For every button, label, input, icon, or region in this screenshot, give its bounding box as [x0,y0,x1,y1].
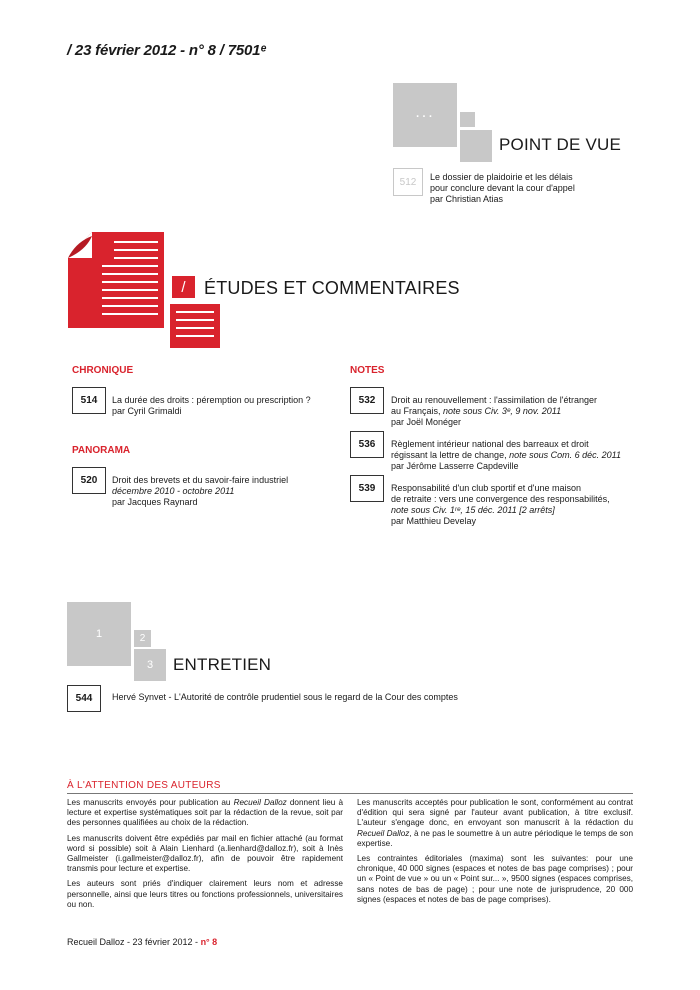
section-title-etudes: ÉTUDES ET COMMENTAIRES [204,278,460,298]
issue-line: / 23 février 2012 - n° 8 / 7501ᵉ [67,42,267,59]
article-author: par Cyril Grimaldi [112,406,182,416]
paragraph: Les contraintes éditoriales (maxima) sont les suivantes: pour une chronique, 40 000 signes (espaces et notes de bas page comprises) ; pour un « Point de vue » ou un « Point sur... », 9500 signes (espaces comprises, sans notes de bas de page) ; pour une note de jurisprudence, 20 000 signes (espaces et notes de bas de page comprises). [357,854,633,904]
article-title-line: Règlement intérieur national des barreaux et droit [391,439,589,449]
article-entry[interactable]: Hervé Synvet - L'Autorité de contrôle prudentiel sous le regard de la Cour des comptes [112,692,458,702]
article-author: par Jacques Raynard [112,497,198,507]
page-number-box[interactable]: 532 [350,387,384,414]
authors-notice-left-column [67,798,343,915]
article-author: par Christian Atias [430,194,504,204]
authors-notice-heading: À L'ATTENTION DES AUTEURS [67,780,221,791]
paragraph-text: donnent lieu à lecture et expertise systématiques soit par la rédaction de la revue, soit par des personnes qualifiées au choix de la rédaction. [67,798,343,828]
page-number-box[interactable]: 544 [67,685,101,712]
paragraph: Les auteurs sont priés d'indiquer clairement leurs nom et adresse personnelle, ainsi que leurs titres ou fonctions professionnels, universitaires ou non. [67,879,343,909]
entretien-digit-2: 2 [139,633,146,644]
article-title-line: La durée des droits : péremption ou prescription ? [112,395,311,405]
subsection-heading-notes: NOTES [350,365,385,376]
journal-name: Recueil Dalloz [233,798,287,807]
article-entry[interactable] [391,439,621,472]
entretien-block-small [134,630,151,647]
paragraph-text: Les manuscrits envoyés pour publication au [67,798,234,807]
article-title-line: de retraite : vers une convergence des responsabilités, [391,494,610,504]
journal-name: Recueil Dalloz [357,828,410,838]
article-note-ref: note sous Civ. 3ᵉ, 9 nov. 2011 [443,406,562,416]
documents-icon [66,230,226,350]
subsection-heading-panorama: PANORAMA [72,445,131,456]
entretien-block-medium [134,649,166,681]
section-title-entretien: ENTRETIEN [173,655,272,674]
page-number-box[interactable]: 514 [72,387,106,414]
page-number-box[interactable]: 512 [393,168,423,196]
paragraph [67,798,343,829]
article-author: par Joël Monéger [391,417,462,427]
article-entry[interactable] [391,483,610,527]
article-title-text: régissant la lettre de change, [391,450,510,460]
ellipsis-icon: ... [415,104,435,121]
divider [67,793,633,794]
article-note-ref: note sous Civ. 1ʳᵉ, 15 déc. 2011 [2 arrêts] [391,505,555,515]
article-date-range: décembre 2010 - octobre 2011 [112,486,235,496]
article-title-line: pour conclure devant la cour d'appel [430,183,575,193]
page-footer [67,937,217,947]
entretien-digit-1: 1 [95,628,103,640]
article-author: par Jérôme Lasserre Capdeville [391,461,519,471]
page-number-box[interactable]: 520 [72,467,106,494]
article-title-line [391,450,621,461]
article-entry[interactable] [112,475,288,508]
point-de-vue-block-small [460,112,475,127]
paragraph-text: , à ne pas le soumettre à un autre périodique le temps de son expertise. [357,828,633,848]
point-de-vue-block-medium [460,130,492,162]
article-title-line: Le dossier de plaidoirie et les délais [430,172,573,182]
article-entry[interactable] [430,172,575,205]
paragraph [357,798,633,849]
footer-issue-number: n° 8 [200,937,218,947]
article-author: par Matthieu Develay [391,516,477,526]
entretien-digit-3: 3 [146,659,154,671]
article-title-line [391,406,597,417]
section-title-point-de-vue: POINT DE VUE [499,135,622,154]
paragraph: Les manuscrits doivent être expédiés par mail en fichier attaché (au format word si possible) soit à Alain Lienhard (a.lienhard@dalloz.fr), soit à Inès Gallmeister (i.gallmeister@dalloz.fr), afin de pouvoir être rapidement transmis pour lecture et expertise. [67,833,343,874]
article-title-line: Droit des brevets et du savoir-faire industriel [112,475,289,485]
page-number-box[interactable]: 536 [350,431,384,458]
article-entry[interactable] [112,395,311,417]
authors-notice-right-column [357,798,633,910]
article-entry[interactable] [391,395,597,428]
article-note-ref: note sous Com. 6 déc. 2011 [509,450,621,460]
section-slash-marker: / [172,276,195,298]
page-number-box[interactable]: 539 [350,475,384,502]
article-title-line: Responsabilité d'un club sportif et d'une maison [391,483,582,493]
article-title-line: Droit au renouvellement : l'assimilation de l'étranger [391,395,598,405]
subsection-heading-chronique: CHRONIQUE [72,365,134,376]
article-title-text: au Français, [391,406,444,416]
footer-text: Recueil Dalloz - 23 février 2012 - [67,937,201,947]
paragraph-text: Les manuscrits acceptés pour publication le sont, conformément au contrat d'édition qui sera signé par l'auteur avant publication, à titre exclusif. L'auteur s'engage donc, en envoyant son manuscrit à la rédaction du [357,798,633,828]
